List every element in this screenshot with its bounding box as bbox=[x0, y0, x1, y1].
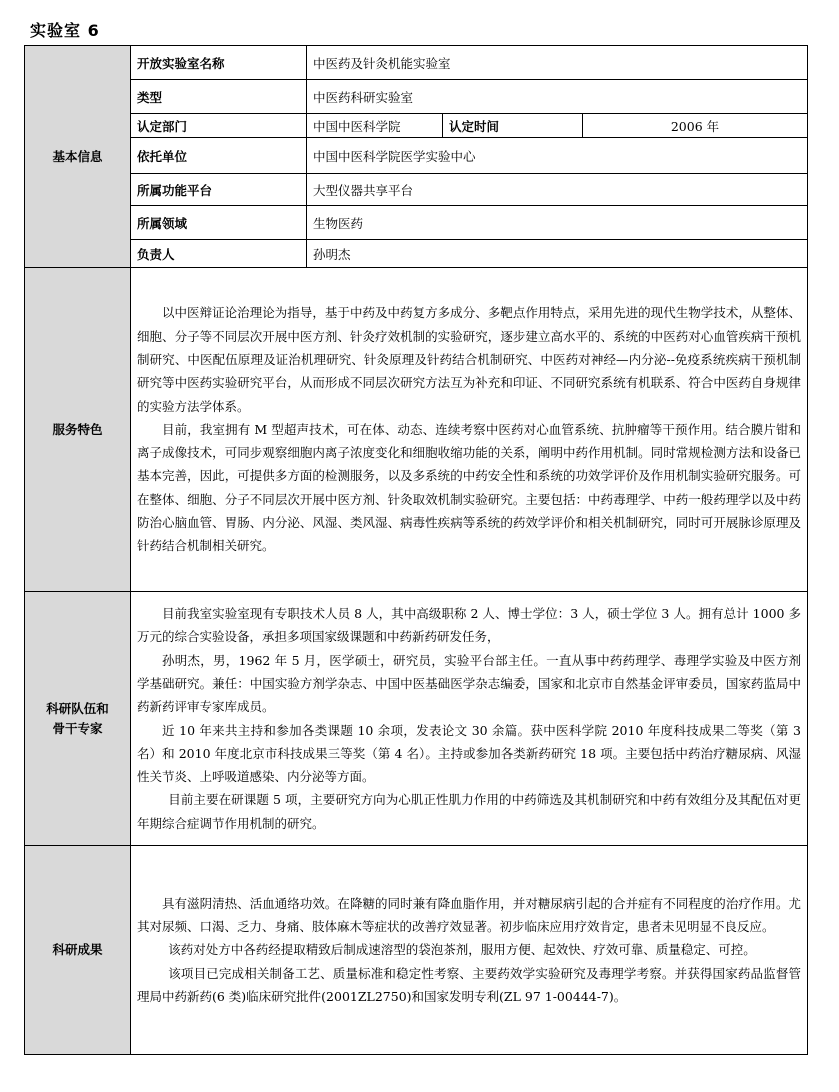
team-paragraph: 孙明杰，男，1962 年 5 月，医学硕士，研究员，实验平台部主任。一直从事中药药理学、毒理学实验及中医方剂学基础研究。兼任：中国实验方剂学杂志、中国中医基础医学杂志编委，国家和北京市自然基金评审委员，国家药监局中药新药评审专家库成员。 bbox=[137, 652, 801, 715]
results-paragraph: 该项目已完成相关制备工艺、质量标准和稳定性考察、主要药效学实验研究及毒理学考察。并获得国家药品监督管理局中药新药(6 类)临床研究批件(2001ZL2750)和国家发明专利(ZL 97 1-00444-7)。 bbox=[137, 965, 801, 1004]
section-service: 服务特色 bbox=[25, 268, 131, 592]
label-host-unit: 依托单位 bbox=[131, 138, 307, 174]
value-department: 中国中医科学院 bbox=[307, 114, 443, 138]
team-paragraph: 目前主要在研课题 5 项，主要研究方向为心肌正性肌力作用的中药筛选及其机制研究和中药有效组分及其配伍对更年期综合症调节作用机制的研究。 bbox=[137, 792, 801, 831]
row-principal bbox=[25, 240, 808, 268]
label-platform: 所属功能平台 bbox=[131, 174, 307, 206]
label-department: 认定部门 bbox=[131, 114, 307, 138]
value-field: 生物医药 bbox=[307, 206, 808, 240]
section-team bbox=[25, 592, 131, 846]
label-type: 类型 bbox=[131, 80, 307, 114]
service-text bbox=[131, 268, 808, 592]
value-accredit-time: 2006 年 bbox=[583, 114, 808, 138]
service-paragraph: 以中医辩证论治理论为指导，基于中药及中药复方多成分、多靶点作用特点，采用先进的现代生物学技术，从整体、细胞、分子等不同层次开展中医方剂、针灸疗效机制的实验研究，逐步建立高水平的、系统的中医药对心血管疾病干预机制研究、中医配伍原理及证治机理研究、针灸原理及针药结合机制研究、中医药对神经—内分泌--免疫系统疾病干预机制研究等中医药实验研究平台，从而形成不同层次研究方法互为补充和印证、不同研究系统有机联系、符合中医药自身规律的实验方法学体系。 bbox=[137, 305, 801, 414]
row-department bbox=[25, 114, 808, 138]
value-type: 中医药科研实验室 bbox=[307, 80, 808, 114]
row-lab-name bbox=[25, 46, 808, 80]
section-team-line2: 骨干专家 bbox=[52, 720, 103, 736]
team-paragraph: 目前我室实验室现有专职技术人员 8 人，其中高级职称 2 人、博士学位：3 人，硕士学位 3 人。拥有总计 1000 多万元的综合实验设备，承担多项国家级课题和中药新药研发任务， bbox=[137, 606, 801, 645]
row-type bbox=[25, 80, 808, 114]
row-service bbox=[25, 268, 808, 592]
value-principal: 孙明杰 bbox=[307, 240, 808, 268]
section-results: 科研成果 bbox=[25, 846, 131, 1055]
row-results bbox=[25, 846, 808, 1055]
value-host-unit: 中国中医科学院医学实验中心 bbox=[307, 138, 808, 174]
label-lab-name: 开放实验室名称 bbox=[131, 46, 307, 80]
results-text bbox=[131, 846, 808, 1055]
value-platform: 大型仪器共享平台 bbox=[307, 174, 808, 206]
label-field: 所属领域 bbox=[131, 206, 307, 240]
lab-title: 实验室 6 bbox=[30, 21, 100, 40]
results-paragraph: 该药对处方中各药经提取精致后制成速溶型的袋泡茶剂，服用方便、起效快、疗效可靠、质量稳定、可控。 bbox=[168, 942, 756, 958]
service-paragraph: 目前，我室拥有 M 型超声技术，可在体、动态、连续考察中医药对心血管系统、抗肿瘤等干预作用。结合膜片钳和离子成像技术，可同步观察细胞内离子浓度变化和细胞收缩功能的关系，阐明中药作用机制。同时常规检测方法和设备已基本完善，因此，可提供多方面的检测服务，以及多系统的中药安全性和系统的功效学评价及作用机制实验研究服务。可在整体、细胞、分子不同层次开展中医方剂、针灸取效机制实验研究。主要包括：中药毒理学、中药一般药理学以及中药防治心脑血管、胃肠、内分泌、风湿、类风湿、病毒性疾病等系统的药效学评价和相关机制研究，同时可开展脉诊原理及针药结合机制相关研究。 bbox=[137, 421, 801, 554]
team-paragraph: 近 10 年来共主持和参加各类课题 10 余项，发表论文 30 余篇。获中医科学院 2010 年度科技成果二等奖（第 3 名）和 2010 年度北京市科技成果三等奖（第 4 名）。主持或参加各类新药研究 18 项。主要包括中药治疗糖尿病、风湿性关节炎、上呼吸道感染、内分泌等方面。 bbox=[137, 722, 801, 785]
label-accredit-time: 认定时间 bbox=[443, 114, 583, 138]
results-paragraph: 具有滋阴清热、活血通络功效。在降糖的同时兼有降血脂作用，并对糖尿病引起的合并症有不同程度的治疗作用。尤其对尿频、口渴、乏力、身痛、肢体麻木等症状的改善疗效显著。初步临床应用疗效肯定，患者未见明显不良反应。 bbox=[137, 895, 801, 935]
row-platform bbox=[25, 174, 808, 206]
label-principal: 负责人 bbox=[131, 240, 307, 268]
value-lab-name: 中医药及针灸机能实验室 bbox=[307, 46, 808, 80]
lab-info-table bbox=[24, 45, 808, 1055]
row-team bbox=[25, 592, 808, 846]
row-field bbox=[25, 206, 808, 240]
row-host-unit bbox=[25, 138, 808, 174]
section-team-line1: 科研队伍和 bbox=[46, 700, 109, 716]
section-basic-info: 基本信息 bbox=[25, 46, 131, 268]
team-text bbox=[131, 592, 808, 846]
